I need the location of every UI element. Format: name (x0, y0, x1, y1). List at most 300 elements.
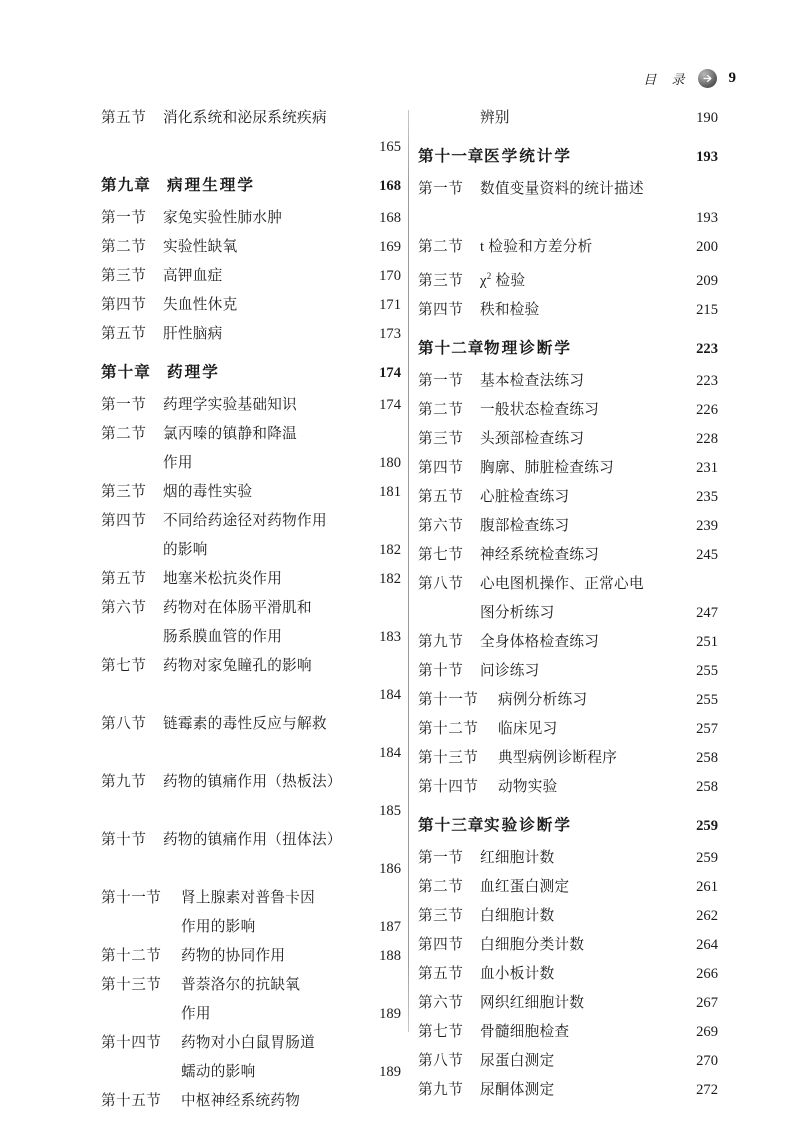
toc-entry-page: 193 (696, 210, 718, 226)
toc-entry-title: 肠系膜血管的作用 (163, 629, 283, 645)
toc-entry-label: 第十三节 (418, 749, 479, 766)
toc-entry-label: 第五节 (101, 110, 147, 126)
toc-entry-page: 258 (696, 749, 718, 766)
toc-entry-label: 第八节 (418, 1052, 464, 1069)
toc-leader-dots (565, 729, 683, 730)
toc-entry-page: 272 (696, 1081, 718, 1098)
toc-entry-title: 蠕动的影响 (181, 1064, 256, 1080)
toc-leader-dots (244, 247, 366, 248)
toc-entry-page: 255 (696, 691, 718, 708)
arrow-right-circle-icon (698, 69, 717, 88)
toc-entry-page: 168 (379, 178, 401, 194)
toc-entry-section[interactable] (101, 478, 401, 507)
toc-entry-title: 白细胞计数 (480, 907, 555, 924)
toc-entry-page: 235 (696, 488, 718, 505)
toc-leader-dots (591, 945, 683, 946)
toc-entry-page: 231 (696, 459, 718, 476)
toc-leader-dots (576, 497, 683, 498)
header-label: 目 录 (643, 71, 691, 87)
toc-entry-label: 第九节 (418, 633, 464, 650)
toc-entry-section[interactable] (101, 1029, 401, 1058)
toc-leader-dots (170, 753, 366, 754)
toc-leader-dots (304, 434, 366, 435)
toc-entry-section[interactable] (418, 541, 718, 570)
toc-entry-section[interactable] (101, 971, 401, 1000)
toc-entry-cont[interactable] (101, 797, 401, 826)
header-page-number: 9 (728, 69, 736, 86)
toc-entry-section[interactable] (101, 942, 401, 971)
toc-entry-title: 病例分析练习 (498, 691, 588, 708)
toc-entry-title: 典型病例诊断程序 (498, 749, 618, 766)
toc-entry-label: 第四节 (101, 513, 147, 529)
toc-entry-label: 第五节 (418, 488, 464, 505)
toc-leader-dots (591, 1003, 683, 1004)
toc-entry-title: 作用 (181, 1006, 211, 1022)
toc-entry-title: 消化系统和泌尿系统疾病 (163, 110, 327, 126)
toc-leader-dots (591, 439, 683, 440)
toc-entry-page: 269 (696, 1023, 718, 1040)
toc-entry-title: 一般状态检查练习 (480, 401, 600, 418)
toc-entry-cont[interactable] (101, 855, 401, 884)
toc-entry-cont[interactable] (101, 913, 401, 942)
toc-entry-title: $\chi^2$ 检验 (480, 271, 526, 289)
toc-entry-title: 家兔实验性肺水肿 (163, 210, 283, 226)
toc-entry-label: 第八节 (418, 575, 464, 592)
toc-entry-label: 第四节 (101, 297, 147, 313)
toc-entry-title: 头颈部检查练习 (480, 430, 585, 447)
toc-entry-section[interactable] (418, 262, 718, 296)
toc-leader-dots (606, 642, 683, 643)
toc-entry-page: 182 (379, 542, 401, 558)
toc-leader-dots (307, 985, 366, 986)
toc-entry-page: 266 (696, 965, 718, 982)
toc-leader-dots (170, 695, 366, 696)
toc-entry-title: 不同给药途径对药物作用 (163, 513, 327, 529)
toc-entry-title: 实验性缺氧 (163, 239, 238, 255)
toc-entry-title: 链霉素的毒性反应与解救 (163, 716, 327, 732)
toc-entry-title: 肝性脑病 (163, 326, 223, 342)
toc-entry-section[interactable] (418, 773, 718, 802)
toc-entry-title: 药物对家兔瞳孔的影响 (163, 658, 312, 674)
toc-leader-dots (547, 310, 683, 311)
toc-entry-label: 第八节 (101, 716, 147, 732)
toc-leader-dots (561, 974, 683, 975)
toc-entry-label: 第二节 (101, 239, 147, 255)
toc-entry-label: 第十二章 (418, 339, 485, 357)
toc-entry-page: 261 (696, 878, 718, 895)
toc-column-right (418, 104, 718, 1105)
toc-entry-label: 第十四节 (101, 1035, 162, 1051)
toc-entry-page: 182 (379, 571, 401, 587)
toc-entry-title: 骨髓细胞检查 (480, 1023, 570, 1040)
toc-leader-dots (579, 348, 683, 349)
toc-entry-section[interactable] (101, 507, 401, 536)
toc-entry-title: 基本检查法练习 (480, 372, 585, 389)
toc-entry-page: 223 (696, 372, 718, 389)
toc-leader-dots (547, 671, 683, 672)
toc-entry-cont[interactable] (101, 739, 401, 768)
toc-entry-section[interactable] (101, 884, 401, 913)
toc-entry-cont[interactable] (101, 536, 401, 565)
toc-leader-dots (561, 613, 683, 614)
toc-entry-title: t 检验和方差分析 (480, 239, 593, 255)
toc-entry-label: 第一节 (418, 849, 464, 866)
toc-entry-page: 189 (379, 1006, 401, 1022)
toc-entry-label: 第七节 (101, 658, 147, 674)
toc-entry-page: 200 (696, 239, 718, 255)
toc-leader-dots (319, 666, 366, 667)
toc-entry-section[interactable] (418, 425, 718, 454)
toc-entry-title: 病理生理学 (167, 177, 255, 194)
toc-leader-dots (292, 956, 366, 957)
toc-leader-dots (606, 555, 683, 556)
toc-entry-page: 186 (379, 861, 401, 877)
toc-entry-cont[interactable] (418, 104, 718, 133)
toc-entry-title: 药物对在体肠平滑肌和 (163, 600, 312, 616)
toc-leader-dots (651, 189, 683, 190)
toc-entry-section[interactable] (418, 512, 718, 541)
toc-entry-chapter[interactable] (418, 334, 718, 364)
toc-entry-chapter[interactable] (418, 811, 718, 841)
toc-entry-section[interactable] (418, 367, 718, 396)
toc-entry-title: 神经系统检查练习 (480, 546, 600, 563)
toc-entry-label: 第五节 (101, 571, 147, 587)
toc-leader-dots (532, 278, 683, 279)
toc-entry-page: 259 (696, 817, 718, 834)
toc-entry-label: 第二节 (418, 239, 464, 255)
toc-leader-dots (561, 1061, 683, 1062)
toc-leader-dots (621, 468, 683, 469)
toc-entry-page: 193 (696, 149, 718, 165)
toc-leader-dots (322, 1043, 366, 1044)
toc-leader-dots (349, 782, 366, 783)
toc-entry-title: 动物实验 (498, 778, 558, 795)
toc-leader-dots (561, 858, 683, 859)
toc-entry-label: 第十一节 (418, 691, 479, 708)
toc-entry-title: 药理学 (167, 364, 220, 381)
toc-entry-title: 白细胞分类计数 (480, 936, 585, 953)
toc-leader-dots (517, 118, 683, 119)
toc-entry-page: 184 (379, 745, 401, 761)
toc-entry-page: 226 (696, 401, 718, 418)
toc-entry-section[interactable] (418, 296, 718, 325)
toc-entry-section[interactable] (418, 1018, 718, 1047)
toc-leader-dots (576, 1032, 683, 1033)
toc-entry-label: 第四节 (418, 301, 464, 318)
toc-entry-page: 180 (379, 455, 401, 471)
toc-entry-label: 第九节 (101, 774, 147, 790)
toc-entry-section[interactable] (101, 233, 401, 262)
toc-leader-dots (304, 405, 366, 406)
toc-entry-label: 第三节 (101, 484, 147, 500)
toc-entry-cont[interactable] (101, 1000, 401, 1029)
toc-entry-chapter[interactable] (101, 171, 401, 201)
toc-entry-title: 肾上腺素对普鲁卡因 (181, 890, 316, 906)
toc-entry-page: 267 (696, 994, 718, 1011)
toc-entry-section[interactable] (101, 768, 401, 797)
toc-entry-title: 药物的协同作用 (181, 948, 286, 964)
toc-entry-page: 228 (696, 430, 718, 447)
toc-entry-title: 临床见习 (498, 720, 558, 737)
toc-entry-section[interactable] (101, 320, 401, 349)
toc-leader-dots (289, 218, 366, 219)
toc-entry-section[interactable] (101, 391, 401, 420)
toc-entry-label: 第十二节 (418, 720, 479, 737)
toc-leader-dots (244, 305, 366, 306)
toc-entry-page: 259 (696, 849, 718, 866)
toc-entry-label: 第九章 (101, 177, 151, 194)
toc-entry-page: 255 (696, 662, 718, 679)
toc-entry-section[interactable] (418, 744, 718, 773)
toc-entry-label: 第十一章 (418, 148, 485, 165)
toc-entry-page: 170 (379, 268, 401, 284)
toc-entry-page: 183 (379, 629, 401, 645)
toc-entry-page: 169 (379, 239, 401, 255)
toc-entry-section[interactable] (418, 989, 718, 1018)
toc-entry-title: 药物对小白鼠胃肠道 (181, 1035, 316, 1051)
toc-leader-dots (262, 186, 366, 187)
toc-entry-label: 第五节 (418, 965, 464, 982)
toc-entry-cont[interactable] (101, 1058, 401, 1087)
toc-entry-label: 第十二节 (101, 948, 162, 964)
toc-entry-section[interactable] (101, 565, 401, 594)
column-divider (408, 110, 409, 1032)
toc-leader-dots (600, 247, 683, 248)
toc-entry-section[interactable] (101, 104, 401, 133)
toc-entry-page: 185 (379, 803, 401, 819)
toc-entry-section[interactable] (101, 262, 401, 291)
toc-entry-page: 174 (379, 365, 401, 381)
toc-leader-dots (565, 787, 683, 788)
toc-entry-section[interactable] (418, 960, 718, 989)
toc-entry-title: 红细胞计数 (480, 849, 555, 866)
toc-entry-title: 问诊练习 (480, 662, 540, 679)
toc-entry-title: 腹部检查练习 (480, 517, 570, 534)
toc-entry-page: 174 (379, 397, 401, 413)
toc-entry-label: 第六节 (418, 994, 464, 1011)
toc-entry-page: 209 (696, 272, 718, 289)
toc-entry-cont[interactable] (101, 449, 401, 478)
running-header (643, 66, 736, 90)
toc-leader-dots (170, 147, 366, 148)
toc-entry-label: 第十一节 (101, 890, 162, 906)
toc-leader-dots (322, 898, 366, 899)
toc-entry-title: 药理学实验基础知识 (163, 397, 298, 413)
toc-leader-dots (349, 840, 366, 841)
toc-leader-dots (334, 724, 366, 725)
toc-leader-dots (576, 526, 683, 527)
toc-entry-label: 第六节 (101, 600, 147, 616)
toc-entry-cont[interactable] (101, 623, 401, 652)
toc-entry-title: 血红蛋白测定 (480, 878, 570, 895)
toc-entry-label: 第二节 (418, 878, 464, 895)
toc-entry-cont[interactable] (418, 204, 718, 233)
toc-leader-dots (262, 927, 366, 928)
toc-entry-label: 第三节 (418, 430, 464, 447)
toc-entry-label: 第十四节 (418, 778, 479, 795)
toc-entry-section[interactable] (101, 594, 401, 623)
toc-entry-label: 第三节 (418, 907, 464, 924)
toc-entry-title: 地塞米松抗炎作用 (163, 571, 283, 587)
toc-entry-title: 医学统计学 (484, 148, 572, 165)
toc-leader-dots (170, 869, 366, 870)
toc-entry-section[interactable] (101, 420, 401, 449)
toc-entry-section[interactable] (418, 1047, 718, 1076)
toc-leader-dots (289, 637, 366, 638)
toc-entry-section[interactable] (418, 844, 718, 873)
toc-entry-page: 262 (696, 907, 718, 924)
toc-entry-section[interactable] (418, 715, 718, 744)
toc-entry-title: 烟的毒性实验 (163, 484, 253, 500)
toc-entry-section[interactable] (101, 652, 401, 681)
toc-entry-title: 秩和检验 (480, 301, 540, 318)
toc-entry-label: 第十节 (418, 662, 464, 679)
toc-leader-dots (576, 887, 683, 888)
toc-entry-section[interactable] (418, 628, 718, 657)
toc-entry-section[interactable] (418, 233, 718, 262)
toc-leader-dots (319, 608, 366, 609)
toc-entry-page: 258 (696, 778, 718, 795)
toc-entry-label: 第二节 (101, 426, 147, 442)
toc-entry-section[interactable] (418, 902, 718, 931)
toc-entry-label: 第十三章 (418, 816, 485, 834)
toc-entry-label: 第七节 (418, 546, 464, 563)
toc-entry-title: 作用的影响 (181, 919, 256, 935)
toc-entry-section[interactable] (101, 1087, 401, 1116)
toc-entry-page: 171 (379, 297, 401, 313)
toc-entry-label: 第十章 (101, 364, 151, 381)
toc-entry-page: 239 (696, 517, 718, 534)
toc-entry-section[interactable] (101, 826, 401, 855)
toc-entry-section[interactable] (418, 454, 718, 483)
toc-entry-section[interactable] (418, 686, 718, 715)
toc-entry-title: 图分析练习 (480, 604, 555, 621)
toc-entry-label: 第二节 (418, 401, 464, 418)
toc-entry-title: 心脏检查练习 (480, 488, 570, 505)
toc-leader-dots (289, 579, 366, 580)
toc-entry-section[interactable] (418, 570, 718, 599)
toc-entry-page: 247 (696, 604, 718, 621)
toc-entry-label: 第四节 (418, 936, 464, 953)
toc-entry-page: 251 (696, 633, 718, 650)
toc-entry-page: 187 (379, 919, 401, 935)
toc-leader-dots (227, 373, 366, 374)
toc-leader-dots (561, 1090, 683, 1091)
toc-entry-title: 的影响 (163, 542, 208, 558)
toc-entry-section[interactable] (101, 710, 401, 739)
toc-entry-page: 257 (696, 720, 718, 737)
toc-entry-section[interactable] (418, 396, 718, 425)
toc-column-left (101, 104, 401, 1116)
toc-entry-title: 网织红细胞计数 (480, 994, 585, 1011)
toc-entry-chapter[interactable] (418, 142, 718, 172)
toc-entry-section[interactable] (418, 483, 718, 512)
toc-leader-dots (651, 584, 683, 585)
toc-entry-page: 184 (379, 687, 401, 703)
toc-leader-dots (334, 521, 366, 522)
toc-leader-dots (218, 1014, 366, 1015)
toc-leader-dots (170, 811, 366, 812)
toc-entry-page: 270 (696, 1052, 718, 1069)
toc-entry-title: 心电图机操作、正常心电 (480, 575, 644, 592)
toc-entry-page: 165 (379, 139, 401, 155)
toc-entry-title: 高钾血症 (163, 268, 223, 284)
toc-leader-dots (561, 916, 683, 917)
toc-entry-title: 胸廓、肺脏检查练习 (480, 459, 615, 476)
toc-entry-section[interactable] (418, 931, 718, 960)
toc-entry-title: 氯丙嗪的镇静和降温 (163, 426, 298, 442)
toc-entry-section[interactable] (418, 873, 718, 902)
toc-entry-label: 第一节 (418, 372, 464, 389)
toc-entry-label: 第一节 (101, 397, 147, 413)
toc-entry-title: 尿酮体测定 (480, 1081, 555, 1098)
toc-leader-dots (262, 1072, 366, 1073)
toc-entry-label: 第九节 (418, 1081, 464, 1098)
toc-entry-label: 第三节 (101, 268, 147, 284)
toc-leader-dots (606, 410, 683, 411)
toc-entry-section[interactable] (101, 291, 401, 320)
toc-entry-page: 189 (379, 1064, 401, 1080)
toc-entry-title: 中枢神经系统药物 (181, 1093, 301, 1109)
toc-entry-section[interactable] (101, 204, 401, 233)
toc-entry-label: 第十节 (101, 832, 147, 848)
toc-entry-label: 第四节 (418, 459, 464, 476)
toc-entry-title: 尿蛋白测定 (480, 1052, 555, 1069)
toc-leader-dots (591, 381, 683, 382)
toc-entry-page: 188 (379, 948, 401, 964)
toc-entry-title: 实验诊断学 (484, 816, 572, 834)
toc-entry-label: 第十五节 (101, 1093, 162, 1109)
toc-entry-label: 第五节 (101, 326, 147, 342)
toc-entry-title: 全身体格检查练习 (480, 633, 600, 650)
toc-entry-cont[interactable] (418, 599, 718, 628)
toc-entry-page: 215 (696, 301, 718, 318)
toc-leader-dots (259, 492, 366, 493)
toc-leader-dots (579, 157, 683, 158)
toc-entry-label: 第七节 (418, 1023, 464, 1040)
toc-entry-title: 药物的镇痛作用（扭体法） (163, 832, 342, 848)
toc-leader-dots (594, 700, 683, 701)
toc-entry-section[interactable] (418, 175, 718, 204)
toc-entry-label: 第三节 (418, 272, 464, 289)
toc-entry-page: 173 (379, 326, 401, 342)
toc-entry-cont[interactable] (101, 133, 401, 162)
toc-entry-title: 数值变量资料的统计描述 (480, 181, 644, 197)
toc-entry-section[interactable] (418, 657, 718, 686)
toc-leader-dots (624, 758, 683, 759)
toc-entry-page: 181 (379, 484, 401, 500)
toc-leader-dots (487, 218, 683, 219)
toc-leader-dots (334, 118, 366, 119)
toc-entry-title: 普萘洛尔的抗缺氧 (181, 977, 301, 993)
toc-entry-title: 作用 (163, 455, 193, 471)
toc-entry-title: 药物的镇痛作用（热板法） (163, 774, 342, 790)
toc-leader-dots (200, 463, 366, 464)
toc-entry-title: 物理诊断学 (484, 339, 572, 357)
toc-entry-chapter[interactable] (101, 358, 401, 388)
toc-entry-title: 血小板计数 (480, 965, 555, 982)
toc-entry-label: 第一节 (418, 181, 464, 197)
toc-leader-dots (215, 550, 366, 551)
toc-entry-page: 190 (696, 110, 718, 126)
toc-entry-section[interactable] (418, 1076, 718, 1105)
toc-entry-cont[interactable] (101, 681, 401, 710)
toc-entry-page: 264 (696, 936, 718, 953)
toc-entry-label: 第十三节 (101, 977, 162, 993)
toc-entry-label: 第六节 (418, 517, 464, 534)
toc-leader-dots (307, 1101, 366, 1102)
toc-entry-title: 失血性休克 (163, 297, 238, 313)
